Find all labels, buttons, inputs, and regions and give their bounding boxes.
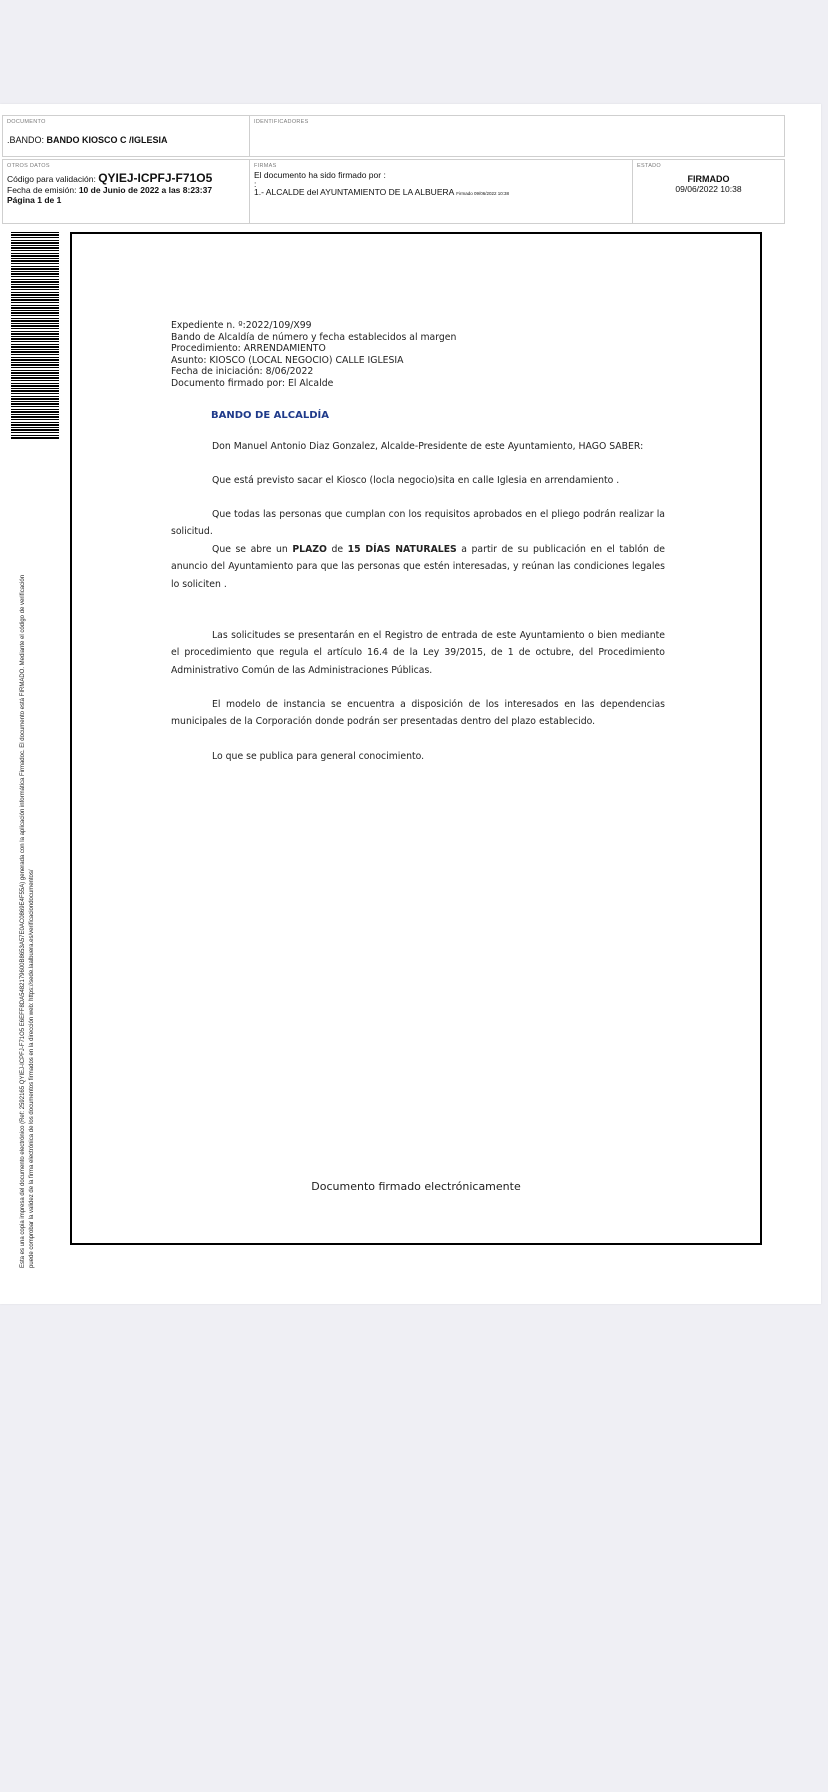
firmas-intro: El documento ha sido firmado por : xyxy=(254,170,386,180)
document-title-value: BANDO KIOSCO C /IGLESIA xyxy=(46,135,168,145)
paragraph-solicitudes: Las solicitudes se presentarán en el Registro de entrada de este Ayuntamiento o bien mediante el procedimiento que regula el artículo 16.4 de la Ley 39/2015, de 1 de octubre, del Procedimiento Administrativo Común de las Administraciones Públicas. xyxy=(171,630,665,676)
plazo-keyword: PLAZO xyxy=(292,544,327,555)
status-badge: FIRMADO xyxy=(687,174,730,184)
meta-bando: Bando de Alcaldía de número y fecha establecidos al margen xyxy=(171,331,457,343)
paragraph-requisitos: Que todas las personas que cumplan con los requisitos aprobados en el pliego podrán realizar la solicitud. xyxy=(171,509,665,538)
document-sheet xyxy=(0,104,821,1304)
verification-line-2: puede comprobar la validez de la firma electrónica de los documentos firmados en la dirección web: https://sede.laalbuera.es/verificaciondocumentos/ xyxy=(28,869,35,1268)
header-row-datos xyxy=(2,159,785,224)
document-frame xyxy=(70,232,762,1245)
paragraph-modelo-instancia: El modelo de instancia se encuentra a disposición de los interesados en las dependencias municipales de la Corporación donde podrán ser presentadas dentro del plazo establecido. xyxy=(171,699,665,728)
estado-cell xyxy=(633,160,784,223)
paragraph-kiosco: Que está previsto sacar el Kiosco (locla negocio)sita en calle Iglesia en arrendamiento . xyxy=(212,475,620,486)
status-date: 09/06/2022 10:38 xyxy=(675,184,742,194)
firmas-colon: : xyxy=(254,178,257,189)
estado-label: ESTADO xyxy=(637,163,662,169)
plazo-text-c: de xyxy=(326,544,348,555)
paragraph-publicacion: Lo que se publica para general conocimiento. xyxy=(212,751,425,762)
identificadores-cell xyxy=(250,116,784,156)
firmas-label: FIRMAS xyxy=(254,163,277,169)
verification-line-1: Esta es una copia impresa del documento electrónico (Ref: 2592165 QYIEJ-ICPFJ-F71O5 E6EFF8DA5482179600B8653A57E0AC0869E4F55A) generada con la aplicación informática Firmadoc. El documento está FIRMADO. Mediante el código de verificación xyxy=(20,574,26,1268)
validation-code-line xyxy=(7,173,245,185)
issue-date-line xyxy=(7,185,245,196)
page-count: Página 1 de 1 xyxy=(7,195,62,205)
validation-code-label: Código para validación: xyxy=(7,174,99,184)
document-title-prefix: .BANDO: xyxy=(7,135,47,145)
issue-date: 10 de Junio de 2022 a las 8:23:37 xyxy=(78,184,213,195)
firmas-cell xyxy=(250,160,633,223)
paragraph-plazo xyxy=(171,541,665,593)
otros-datos-label: OTROS DATOS xyxy=(7,163,50,169)
paragraph-hago-saber: Don Manuel Antonio Diaz Gonzalez, Alcalde-Presidente de este Ayuntamiento, HAGO SABER: xyxy=(212,441,644,452)
meta-procedimiento: Procedimiento: ARRENDAMIENTO xyxy=(171,343,326,354)
plazo-text-e: a partir de su publicación en el tablón de anuncio del Ayuntamiento para que las personas que estén interesadas, y reúnan las condiciones legales lo soliciten . xyxy=(171,544,665,590)
meta-fecha-iniciacion: Fecha de iniciación: 8/06/2022 xyxy=(171,366,314,377)
signed-footer: Documento firmado electrónicamente xyxy=(311,1180,521,1193)
document-title xyxy=(7,135,245,145)
plazo-text-a: Que se abre un xyxy=(212,544,293,555)
verification-sidebar-text xyxy=(19,418,36,1268)
firmante: 1.- ALCALDE del AYUNTAMIENTO DE LA ALBUERA xyxy=(254,186,454,197)
bando-title: BANDO DE ALCALDÍA xyxy=(211,410,329,421)
header-row-documento xyxy=(2,115,785,157)
validation-code: QYIEJ-ICPFJ-F71O5 xyxy=(98,171,213,185)
firmado-timestamp: Firmado 09/06/2022 10:38 xyxy=(456,190,510,196)
meta-firmado-por: Documento firmado por: El Alcalde xyxy=(171,377,334,389)
meta-asunto: Asunto: KIOSCO (LOCAL NEGOCIO) CALLE IGLESIA xyxy=(171,354,404,366)
document-meta xyxy=(171,320,665,389)
otros-datos-cell xyxy=(3,160,250,223)
meta-expediente: Expediente n. º:2022/109/X99 xyxy=(171,320,312,331)
identificadores-label: IDENTIFICADORES xyxy=(254,119,309,125)
issue-date-label: Fecha de emisión: xyxy=(7,184,79,195)
barcode xyxy=(11,232,59,440)
documento-cell xyxy=(3,116,250,156)
firmante-line xyxy=(254,187,628,200)
documento-label: DOCUMENTO xyxy=(7,119,46,125)
plazo-days: 15 DÍAS NATURALES xyxy=(347,544,457,555)
